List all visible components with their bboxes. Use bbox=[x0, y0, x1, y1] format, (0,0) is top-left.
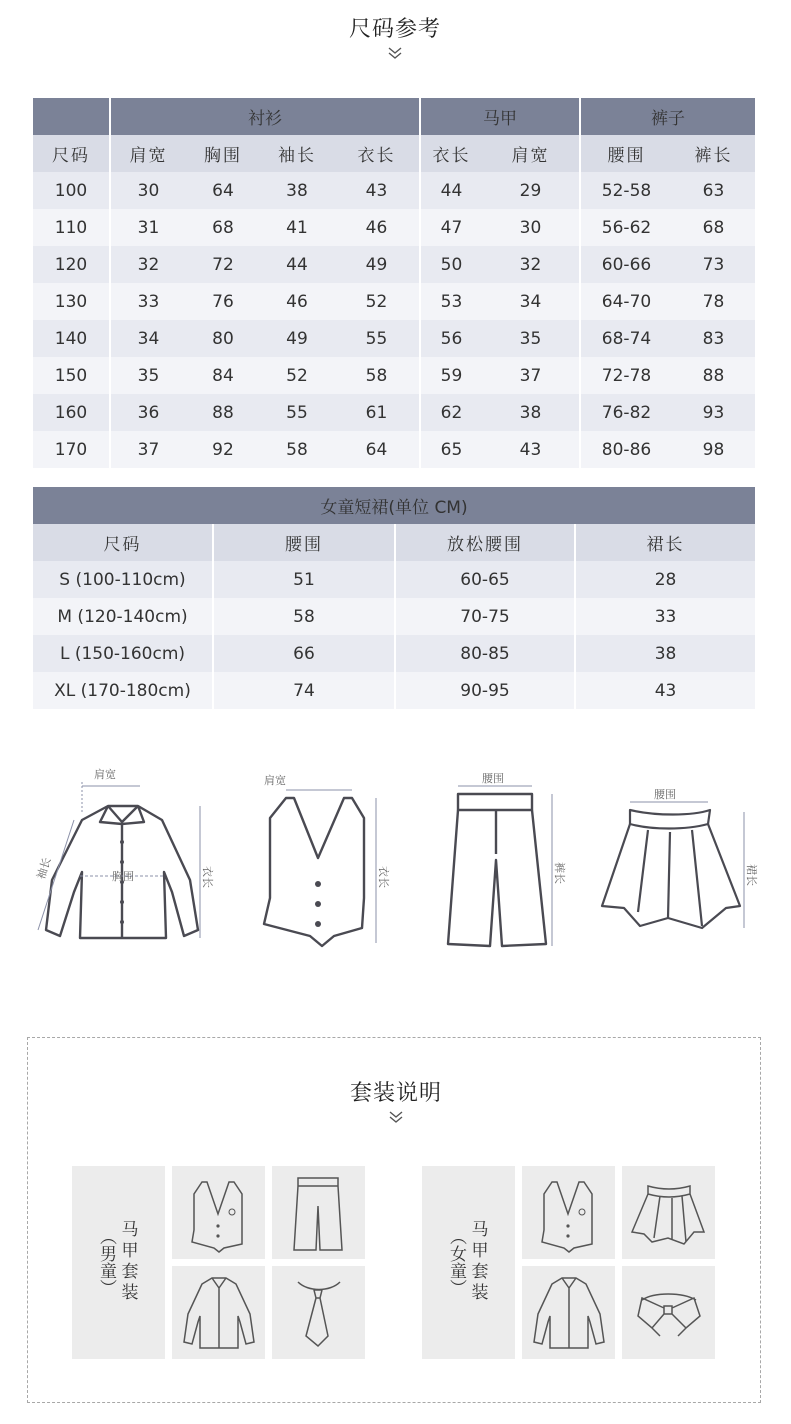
table-cell: 37 bbox=[110, 431, 186, 468]
suit-title: 套装说明 bbox=[349, 1081, 442, 1106]
table-row bbox=[33, 320, 755, 357]
pants-waist-label: 腰围 bbox=[482, 772, 504, 785]
table-cell: 53 bbox=[420, 283, 482, 320]
col-header: 裙长 bbox=[575, 524, 755, 561]
table-cell: 36 bbox=[110, 394, 186, 431]
skirt-column-header-row bbox=[33, 524, 755, 561]
col-header: 肩宽 bbox=[482, 135, 580, 172]
shirt-sleeve-label: 袖长 bbox=[34, 855, 54, 881]
table-cell: 58 bbox=[334, 357, 420, 394]
table-cell: 38 bbox=[260, 172, 334, 209]
skirt-table-title: 女童短裙(单位 CM) bbox=[33, 487, 755, 524]
col-header: 衣长 bbox=[334, 135, 420, 172]
table-cell: 80 bbox=[186, 320, 260, 357]
table-cell: 29 bbox=[482, 172, 580, 209]
table-cell: 52-58 bbox=[580, 172, 672, 209]
table-cell: 72-78 bbox=[580, 357, 672, 394]
table-cell: 38 bbox=[482, 394, 580, 431]
size-ref-title: 尺码参考 bbox=[348, 17, 441, 42]
girls-vest-tile bbox=[522, 1166, 615, 1259]
table-cell: 33 bbox=[575, 598, 755, 635]
table-cell: 43 bbox=[482, 431, 580, 468]
skirt-icon bbox=[596, 786, 766, 936]
table-cell: 55 bbox=[334, 320, 420, 357]
table-cell: 92 bbox=[186, 431, 260, 468]
table-cell: 38 bbox=[575, 635, 755, 672]
table-cell: 58 bbox=[213, 598, 395, 635]
col-header: 肩宽 bbox=[110, 135, 186, 172]
table-row bbox=[33, 357, 755, 394]
col-header: 腰围 bbox=[213, 524, 395, 561]
vest-diagram bbox=[252, 768, 402, 953]
table-cell: 63 bbox=[672, 172, 755, 209]
table-cell: 88 bbox=[186, 394, 260, 431]
table-cell: 93 bbox=[672, 394, 755, 431]
table-cell: 35 bbox=[482, 320, 580, 357]
tie-icon bbox=[272, 1266, 365, 1359]
table-cell: 60-66 bbox=[580, 246, 672, 283]
shirt-icon bbox=[522, 1266, 615, 1359]
col-header: 放松腰围 bbox=[395, 524, 575, 561]
table-cell: 30 bbox=[110, 172, 186, 209]
boys-pants-tile bbox=[272, 1166, 365, 1259]
vest-shoulder-label: 肩宽 bbox=[264, 774, 286, 787]
pants-diagram bbox=[432, 768, 582, 958]
table-cell: 33 bbox=[110, 283, 186, 320]
col-header: 衣长 bbox=[420, 135, 482, 172]
table-cell: 44 bbox=[420, 172, 482, 209]
table-cell: 65 bbox=[420, 431, 482, 468]
table-cell: 41 bbox=[260, 209, 334, 246]
table-cell: 34 bbox=[482, 283, 580, 320]
table-cell: 150 bbox=[33, 357, 110, 394]
pants-icon bbox=[272, 1166, 365, 1259]
boys-suit-line1: 马甲套装 bbox=[121, 1220, 139, 1303]
table-row bbox=[33, 246, 755, 283]
group-corner bbox=[33, 98, 110, 135]
table-cell: 64-70 bbox=[580, 283, 672, 320]
table-cell: 80-85 bbox=[395, 635, 575, 672]
table-cell: 31 bbox=[110, 209, 186, 246]
table-cell: 62 bbox=[420, 394, 482, 431]
table-cell: 64 bbox=[334, 431, 420, 468]
table-cell: M (120-140cm) bbox=[33, 598, 213, 635]
table-cell: 120 bbox=[33, 246, 110, 283]
table-cell: 46 bbox=[260, 283, 334, 320]
table-cell: 49 bbox=[334, 246, 420, 283]
table-cell: 84 bbox=[186, 357, 260, 394]
table-cell: 170 bbox=[33, 431, 110, 468]
skirt-length-label: 裙长 bbox=[745, 864, 758, 886]
table-cell: 43 bbox=[334, 172, 420, 209]
table-cell: 32 bbox=[110, 246, 186, 283]
table-row bbox=[33, 394, 755, 431]
col-header: 尺码 bbox=[33, 135, 110, 172]
boys-vest-tile bbox=[172, 1166, 265, 1259]
table-cell: 55 bbox=[260, 394, 334, 431]
boys-tie-tile bbox=[272, 1266, 365, 1359]
table-cell: 130 bbox=[33, 283, 110, 320]
vest-icon bbox=[522, 1166, 615, 1259]
table-cell: 56 bbox=[420, 320, 482, 357]
shirt-icon bbox=[172, 1266, 265, 1359]
table-cell: 78 bbox=[672, 283, 755, 320]
skirt-diagram bbox=[596, 786, 766, 936]
col-header: 腰围 bbox=[580, 135, 672, 172]
table-row bbox=[33, 283, 755, 320]
table-cell: 46 bbox=[334, 209, 420, 246]
col-header: 尺码 bbox=[33, 524, 213, 561]
table-cell: 68 bbox=[672, 209, 755, 246]
skirt-size-table bbox=[33, 487, 755, 709]
table-cell: 58 bbox=[260, 431, 334, 468]
table-cell: 51 bbox=[213, 561, 395, 598]
girls-bow-tile bbox=[622, 1266, 715, 1359]
table-cell: 76-82 bbox=[580, 394, 672, 431]
shirt-chest-label: 胸围 bbox=[112, 870, 134, 883]
shirt-length-label: 衣长 bbox=[201, 866, 214, 888]
table-cell: 37 bbox=[482, 357, 580, 394]
chevron-down-icon bbox=[1, 1110, 791, 1124]
girls-suit-line2: （女童） bbox=[446, 1228, 466, 1296]
table-cell: 61 bbox=[334, 394, 420, 431]
skirt-waist-label: 腰围 bbox=[654, 788, 676, 801]
table-cell: 90-95 bbox=[395, 672, 575, 709]
pants-length-label: 裤长 bbox=[553, 862, 566, 884]
table-cell: 47 bbox=[420, 209, 482, 246]
group-header-row bbox=[33, 98, 755, 135]
table-row bbox=[33, 598, 755, 635]
table-cell: 59 bbox=[420, 357, 482, 394]
table-cell: 64 bbox=[186, 172, 260, 209]
group-shirt: 衬衫 bbox=[110, 98, 420, 135]
group-pants: 裤子 bbox=[580, 98, 755, 135]
table-cell: 80-86 bbox=[580, 431, 672, 468]
table-cell: 60-65 bbox=[395, 561, 575, 598]
suit-section bbox=[27, 1037, 761, 1403]
table-row bbox=[33, 561, 755, 598]
table-cell: XL (170-180cm) bbox=[33, 672, 213, 709]
boys-suit-label-tile bbox=[72, 1166, 165, 1359]
table-cell: 98 bbox=[672, 431, 755, 468]
boys-shirt-tile bbox=[172, 1266, 265, 1359]
shirt-diagram bbox=[30, 762, 214, 952]
girls-shirt-tile bbox=[522, 1266, 615, 1359]
table-cell: 88 bbox=[672, 357, 755, 394]
girls-skirt-tile bbox=[622, 1166, 715, 1259]
table-cell: 43 bbox=[575, 672, 755, 709]
table-cell: 32 bbox=[482, 246, 580, 283]
size-ref-table bbox=[33, 98, 755, 468]
table-row bbox=[33, 431, 755, 468]
skirt-icon bbox=[622, 1166, 715, 1259]
table-cell: 52 bbox=[334, 283, 420, 320]
table-cell: 30 bbox=[482, 209, 580, 246]
chevron-down-icon bbox=[0, 46, 790, 60]
col-header: 胸围 bbox=[186, 135, 260, 172]
table-cell: 68-74 bbox=[580, 320, 672, 357]
table-cell: 56-62 bbox=[580, 209, 672, 246]
table-cell: 83 bbox=[672, 320, 755, 357]
girls-suit-line1: 马甲套装 bbox=[471, 1220, 489, 1303]
table-cell: S (100-110cm) bbox=[33, 561, 213, 598]
table-cell: 72 bbox=[186, 246, 260, 283]
vest-icon bbox=[172, 1166, 265, 1259]
pants-icon bbox=[432, 768, 582, 958]
table-cell: 66 bbox=[213, 635, 395, 672]
table-cell: 50 bbox=[420, 246, 482, 283]
table-cell: 76 bbox=[186, 283, 260, 320]
table-cell: 52 bbox=[260, 357, 334, 394]
group-vest: 马甲 bbox=[420, 98, 580, 135]
table-cell: 28 bbox=[575, 561, 755, 598]
table-cell: 74 bbox=[213, 672, 395, 709]
table-cell: 44 bbox=[260, 246, 334, 283]
table-cell: 160 bbox=[33, 394, 110, 431]
vest-icon bbox=[252, 768, 402, 953]
table-cell: 70-75 bbox=[395, 598, 575, 635]
table-row bbox=[33, 209, 755, 246]
table-row bbox=[33, 172, 755, 209]
table-cell: 100 bbox=[33, 172, 110, 209]
table-cell: L (150-160cm) bbox=[33, 635, 213, 672]
table-cell: 110 bbox=[33, 209, 110, 246]
table-cell: 73 bbox=[672, 246, 755, 283]
shirt-icon bbox=[30, 762, 214, 952]
table-cell: 68 bbox=[186, 209, 260, 246]
table-cell: 49 bbox=[260, 320, 334, 357]
skirt-title-row bbox=[33, 487, 755, 524]
col-header: 裤长 bbox=[672, 135, 755, 172]
boys-suit-line2: （男童） bbox=[96, 1228, 116, 1296]
girls-suit-label-tile bbox=[422, 1166, 515, 1359]
column-header-row bbox=[33, 135, 755, 172]
table-cell: 140 bbox=[33, 320, 110, 357]
shirt-shoulder-label: 肩宽 bbox=[94, 768, 116, 781]
bow-icon bbox=[622, 1266, 715, 1359]
col-header: 袖长 bbox=[260, 135, 334, 172]
table-cell: 35 bbox=[110, 357, 186, 394]
vest-length-label: 衣长 bbox=[377, 866, 390, 888]
table-row bbox=[33, 672, 755, 709]
table-cell: 34 bbox=[110, 320, 186, 357]
table-row bbox=[33, 635, 755, 672]
